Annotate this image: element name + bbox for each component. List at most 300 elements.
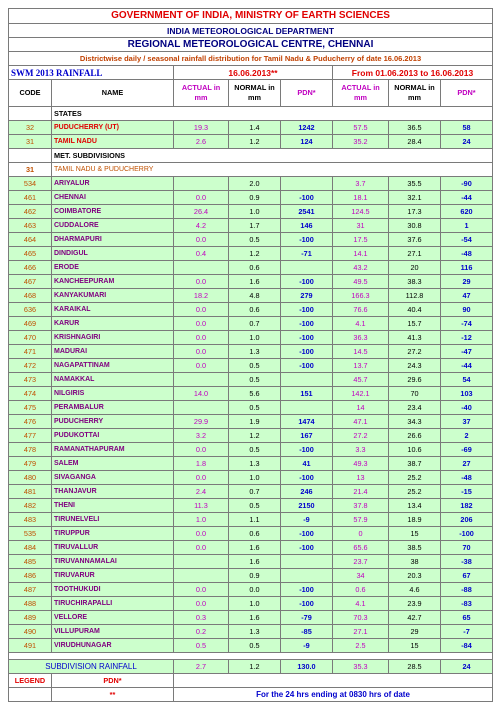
district-row (9, 555, 493, 569)
cell-daily-normal: 1.6 (229, 611, 281, 625)
cell-season-normal: 40.4 (389, 303, 441, 317)
cell-name: RAMANATHAPURAM (52, 443, 174, 457)
cell-daily-actual: 29.9 (174, 415, 229, 429)
cell-name: TIRUVALLUR (52, 541, 174, 555)
cell-season-normal: 25.2 (389, 471, 441, 485)
cell-season-actual: 23.7 (333, 555, 389, 569)
cell-daily-normal: 0.9 (229, 569, 281, 583)
district-row (9, 317, 493, 331)
cell-daily-pdn: -100 (281, 597, 333, 611)
cell-daily-actual: 0.5 (174, 639, 229, 653)
cell-name: DINDIGUL (52, 247, 174, 261)
legend-blank (9, 688, 52, 702)
district-row (9, 415, 493, 429)
cell-season-normal: 37.6 (389, 233, 441, 247)
cell-daily-normal: 1.6 (229, 541, 281, 555)
spacer (9, 149, 52, 163)
cell-code: 535 (9, 527, 52, 541)
cell-season-pdn: -74 (441, 317, 493, 331)
cell-daily-actual: 0.2 (174, 625, 229, 639)
cell-season-actual: 36.3 (333, 331, 389, 345)
total-season-pdn: 24 (441, 660, 493, 674)
cell-daily-actual: 14.0 (174, 387, 229, 401)
cell-daily-actual: 0.0 (174, 597, 229, 611)
cell-daily-pdn: -100 (281, 527, 333, 541)
cell-season-actual: 17.5 (333, 233, 389, 247)
section-met-subdivisions: MET. SUBDIVISIONS (52, 149, 493, 163)
cell-name: TIRUCHIRAPALLI (52, 597, 174, 611)
subdivision-total-row (9, 660, 493, 674)
cell-season-pdn: 620 (441, 205, 493, 219)
cell-daily-actual: 0.0 (174, 191, 229, 205)
cell-daily-pdn: 124 (281, 135, 333, 149)
cell-code: 469 (9, 317, 52, 331)
spacer-row (9, 653, 493, 660)
cell-season-actual: 57.9 (333, 513, 389, 527)
cell-season-pdn: -54 (441, 233, 493, 247)
cell-daily-pdn: 1242 (281, 121, 333, 135)
cell-season-pdn: -84 (441, 639, 493, 653)
cell-daily-actual: 0.0 (174, 583, 229, 597)
cell-code: 475 (9, 401, 52, 415)
cell-daily-actual: 0.4 (174, 247, 229, 261)
cell-season-normal: 23.4 (389, 401, 441, 415)
cell-name: DHARMAPURI (52, 233, 174, 247)
cell-daily-pdn: -79 (281, 611, 333, 625)
rainfall-table (8, 8, 493, 702)
cell-season-actual: 34 (333, 569, 389, 583)
cell-daily-normal: 0.6 (229, 261, 281, 275)
district-row (9, 345, 493, 359)
cell-season-actual: 13.7 (333, 359, 389, 373)
column-header-row (9, 80, 493, 107)
cell-season-pdn: 90 (441, 303, 493, 317)
cell-daily-pdn (281, 569, 333, 583)
cell-season-normal: 112.8 (389, 289, 441, 303)
cell-season-normal: 38.5 (389, 541, 441, 555)
cell-daily-actual: 4.2 (174, 219, 229, 233)
legend-note: For the 24 hrs ending at 0830 hrs of date (174, 688, 493, 702)
cell-daily-pdn: -100 (281, 583, 333, 597)
cell-season-normal: 4.6 (389, 583, 441, 597)
cell-season-normal: 23.9 (389, 597, 441, 611)
district-row (9, 499, 493, 513)
cell-season-pdn: 70 (441, 541, 493, 555)
district-row (9, 387, 493, 401)
total-daily-normal: 1.2 (229, 660, 281, 674)
cell-name: SALEM (52, 457, 174, 471)
cell-daily-pdn (281, 401, 333, 415)
cell-code: 481 (9, 485, 52, 499)
cell-season-normal: 25.2 (389, 485, 441, 499)
cell-daily-pdn: -100 (281, 233, 333, 247)
cell-code: 534 (9, 177, 52, 191)
cell-season-pdn: 182 (441, 499, 493, 513)
cell-daily-pdn: -100 (281, 331, 333, 345)
cell-daily-pdn: 246 (281, 485, 333, 499)
district-row (9, 457, 493, 471)
cell-code: 480 (9, 471, 52, 485)
col-season-pdn: PDN* (441, 80, 493, 107)
cell-season-pdn: -44 (441, 359, 493, 373)
cell-name: TIRUVARUR (52, 569, 174, 583)
district-row (9, 611, 493, 625)
cell-daily-actual: 0.0 (174, 275, 229, 289)
cell-season-actual: 27.2 (333, 429, 389, 443)
cell-season-normal: 15 (389, 639, 441, 653)
col-daily-pdn: PDN* (281, 80, 333, 107)
cell-season-pdn: 67 (441, 569, 493, 583)
cell-daily-pdn (281, 373, 333, 387)
section-states: STATES (52, 107, 493, 121)
cell-season-normal: 27.1 (389, 247, 441, 261)
cell-season-normal: 36.5 (389, 121, 441, 135)
cell-daily-normal: 2.0 (229, 177, 281, 191)
cell-code: 464 (9, 233, 52, 247)
cell-name: MADURAI (52, 345, 174, 359)
cell-code: 472 (9, 359, 52, 373)
cell-season-pdn: -15 (441, 485, 493, 499)
cell-season-actual: 4.1 (333, 317, 389, 331)
district-row (9, 373, 493, 387)
cell-daily-pdn: -71 (281, 247, 333, 261)
cell-season-actual: 14.5 (333, 345, 389, 359)
district-row (9, 625, 493, 639)
cell-season-actual: 49.3 (333, 457, 389, 471)
cell-season-actual: 21.4 (333, 485, 389, 499)
cell-daily-normal: 1.4 (229, 121, 281, 135)
cell-code: 467 (9, 275, 52, 289)
centre-name: REGIONAL METEOROLOGICAL CENTRE, CHENNAI (9, 38, 493, 52)
cell-name: ARIYALUR (52, 177, 174, 191)
total-daily-actual: 2.7 (174, 660, 229, 674)
cell-daily-actual: 0.0 (174, 233, 229, 247)
state-row (9, 135, 493, 149)
cell-name: KARUR (52, 317, 174, 331)
cell-daily-normal: 1.6 (229, 555, 281, 569)
cell-season-pdn: 1 (441, 219, 493, 233)
state-row (9, 121, 493, 135)
cell-code: 487 (9, 583, 52, 597)
cell-season-pdn: -90 (441, 177, 493, 191)
total-season-actual: 35.3 (333, 660, 389, 674)
cell-daily-pdn: -100 (281, 541, 333, 555)
cell-season-actual: 14 (333, 401, 389, 415)
report-title: GOVERNMENT OF INDIA, MINISTRY OF EARTH SCIENCES (9, 9, 493, 24)
cell-season-actual: 37.8 (333, 499, 389, 513)
cell-name: PUDUCHERRY (52, 415, 174, 429)
cell-code: 489 (9, 611, 52, 625)
cell-season-actual: 57.5 (333, 121, 389, 135)
district-row (9, 541, 493, 555)
cell-daily-normal: 1.2 (229, 135, 281, 149)
cell-season-actual: 166.3 (333, 289, 389, 303)
district-row (9, 233, 493, 247)
cell-code: 473 (9, 373, 52, 387)
cell-season-pdn: -40 (441, 401, 493, 415)
district-row (9, 513, 493, 527)
cell-daily-actual: 26.4 (174, 205, 229, 219)
district-row (9, 261, 493, 275)
cell-name: KANYAKUMARI (52, 289, 174, 303)
district-row (9, 331, 493, 345)
cell-season-actual: 31 (333, 219, 389, 233)
cell-daily-actual: 0.0 (174, 303, 229, 317)
cell-daily-normal: 0.5 (229, 499, 281, 513)
cell-season-normal: 24.3 (389, 359, 441, 373)
cell-name: TIRUVANNAMALAI (52, 555, 174, 569)
cell-season-normal: 29.6 (389, 373, 441, 387)
rainfall-report (8, 8, 492, 702)
cell-season-actual: 2.5 (333, 639, 389, 653)
cell-daily-actual: 0.0 (174, 443, 229, 457)
cell-daily-normal: 1.0 (229, 331, 281, 345)
cell-daily-pdn: -85 (281, 625, 333, 639)
cell-season-pdn: -83 (441, 597, 493, 611)
cell-daily-normal: 5.6 (229, 387, 281, 401)
col-daily-normal: NORMAL in mm (229, 80, 281, 107)
cell-code: 471 (9, 345, 52, 359)
cell-season-pdn: 2 (441, 429, 493, 443)
cell-daily-actual: 2.4 (174, 485, 229, 499)
cell-daily-actual: 0.3 (174, 611, 229, 625)
cell-code: 474 (9, 387, 52, 401)
cell-daily-normal: 1.2 (229, 429, 281, 443)
cell-name: VELLORE (52, 611, 174, 625)
cell-daily-pdn: -100 (281, 471, 333, 485)
cell-code: 31 (9, 135, 52, 149)
cell-code: 462 (9, 205, 52, 219)
cell-name: NAMAKKAL (52, 373, 174, 387)
cell-season-pdn: -38 (441, 555, 493, 569)
cell-season-actual: 49.5 (333, 275, 389, 289)
cell-name: KANCHEEPURAM (52, 275, 174, 289)
cell-season-normal: 15.7 (389, 317, 441, 331)
cell-code: 32 (9, 121, 52, 135)
cell-season-actual: 3.3 (333, 443, 389, 457)
cell-daily-normal: 0.6 (229, 527, 281, 541)
col-daily-actual: ACTUAL in mm (174, 80, 229, 107)
cell-name: THENI (52, 499, 174, 513)
cell-season-normal: 41.3 (389, 331, 441, 345)
cell-code: 483 (9, 513, 52, 527)
total-season-normal: 28.5 (389, 660, 441, 674)
cell-season-pdn: 37 (441, 415, 493, 429)
cell-season-pdn: 47 (441, 289, 493, 303)
cell-daily-pdn: 279 (281, 289, 333, 303)
cell-daily-normal: 1.7 (229, 219, 281, 233)
cell-season-pdn: 116 (441, 261, 493, 275)
report-subtitle: Districtwise daily / seasonal rainfall distribution for Tamil Nadu & Puducherry of date 16.06.2013 (9, 52, 493, 66)
cell-daily-normal: 0.5 (229, 373, 281, 387)
col-season-normal: NORMAL in mm (389, 80, 441, 107)
cell-daily-pdn: -100 (281, 359, 333, 373)
legend-blank (174, 674, 493, 688)
cell-daily-actual: 11.3 (174, 499, 229, 513)
cell-daily-actual: 3.2 (174, 429, 229, 443)
cell-season-actual: 4.1 (333, 597, 389, 611)
cell-season-normal: 35.5 (389, 177, 441, 191)
cell-name: KRISHNAGIRI (52, 331, 174, 345)
cell-season-normal: 18.9 (389, 513, 441, 527)
cell-code: 478 (9, 443, 52, 457)
district-row (9, 191, 493, 205)
cell-code: 465 (9, 247, 52, 261)
cell-season-normal: 27.2 (389, 345, 441, 359)
cell-daily-actual: 0.0 (174, 345, 229, 359)
cell-daily-actual (174, 555, 229, 569)
col-name: NAME (52, 80, 174, 107)
cell-season-normal: 70 (389, 387, 441, 401)
cell-season-actual: 142.1 (333, 387, 389, 401)
cell-daily-normal: 0.5 (229, 443, 281, 457)
cell-daily-actual: 2.6 (174, 135, 229, 149)
cell-season-actual: 47.1 (333, 415, 389, 429)
cell-season-actual: 14.1 (333, 247, 389, 261)
cell-name: ERODE (52, 261, 174, 275)
cell-daily-actual: 19.3 (174, 121, 229, 135)
cell-season-normal: 17.3 (389, 205, 441, 219)
subdivision-code: 31 (9, 163, 52, 177)
cell-name: TIRUPPUR (52, 527, 174, 541)
cell-season-pdn: 206 (441, 513, 493, 527)
cell-season-normal: 38.7 (389, 457, 441, 471)
cell-name: NAGAPATTINAM (52, 359, 174, 373)
cell-season-normal: 20 (389, 261, 441, 275)
cell-daily-normal: 1.6 (229, 275, 281, 289)
cell-season-actual: 124.5 (333, 205, 389, 219)
district-row (9, 639, 493, 653)
cell-season-pdn: -47 (441, 345, 493, 359)
cell-season-actual: 45.7 (333, 373, 389, 387)
cell-daily-pdn: -9 (281, 639, 333, 653)
cell-name: COIMBATORE (52, 205, 174, 219)
cell-daily-normal: 1.9 (229, 415, 281, 429)
cell-code: 476 (9, 415, 52, 429)
cell-daily-normal: 4.8 (229, 289, 281, 303)
cell-season-normal: 32.1 (389, 191, 441, 205)
cell-daily-actual: 1.8 (174, 457, 229, 471)
cell-season-pdn: -44 (441, 191, 493, 205)
cell-name: SIVAGANGA (52, 471, 174, 485)
cell-daily-actual: 0.0 (174, 317, 229, 331)
cell-daily-pdn: 2541 (281, 205, 333, 219)
cell-name: CHENNAI (52, 191, 174, 205)
cell-name: PUDUKOTTAI (52, 429, 174, 443)
cell-season-normal: 20.3 (389, 569, 441, 583)
cell-name: NILGIRIS (52, 387, 174, 401)
cell-name: CUDDALORE (52, 219, 174, 233)
cell-season-actual: 43.2 (333, 261, 389, 275)
district-row (9, 471, 493, 485)
cell-daily-actual: 0.0 (174, 527, 229, 541)
cell-code: 479 (9, 457, 52, 471)
cell-daily-pdn: -100 (281, 191, 333, 205)
cell-season-actual: 65.6 (333, 541, 389, 555)
district-row (9, 219, 493, 233)
legend-stars: ** (52, 688, 174, 702)
cell-season-normal: 15 (389, 527, 441, 541)
district-row (9, 429, 493, 443)
cell-name: TOOTHUKUDI (52, 583, 174, 597)
district-row (9, 485, 493, 499)
cell-daily-pdn: 2150 (281, 499, 333, 513)
district-row (9, 247, 493, 261)
district-row (9, 583, 493, 597)
cell-daily-normal: 1.2 (229, 247, 281, 261)
cell-season-actual: 0.6 (333, 583, 389, 597)
cell-daily-pdn: 1474 (281, 415, 333, 429)
cell-daily-actual: 18.2 (174, 289, 229, 303)
cell-season-normal: 29 (389, 625, 441, 639)
cell-season-pdn: -88 (441, 583, 493, 597)
cell-daily-normal: 1.0 (229, 205, 281, 219)
swm-label: SWM 2013 RAINFALL (9, 66, 174, 80)
cell-code: 470 (9, 331, 52, 345)
cell-season-normal: 10.6 (389, 443, 441, 457)
cell-season-normal: 26.6 (389, 429, 441, 443)
cell-daily-normal: 0.0 (229, 583, 281, 597)
cell-season-actual: 13 (333, 471, 389, 485)
cell-daily-actual (174, 177, 229, 191)
cell-daily-actual (174, 569, 229, 583)
cell-daily-pdn (281, 555, 333, 569)
district-row (9, 359, 493, 373)
cell-season-normal: 42.7 (389, 611, 441, 625)
legend-label: LEGEND (9, 674, 52, 688)
cell-daily-normal: 0.9 (229, 191, 281, 205)
cell-season-pdn: -7 (441, 625, 493, 639)
cell-season-pdn: -48 (441, 247, 493, 261)
cell-name: TAMIL NADU (52, 135, 174, 149)
cell-daily-normal: 1.3 (229, 457, 281, 471)
cell-daily-normal: 1.3 (229, 625, 281, 639)
legend-pdn: PDN* (52, 674, 174, 688)
total-label: SUBDIVISION RAINFALL (9, 660, 174, 674)
cell-daily-pdn: -100 (281, 317, 333, 331)
cell-daily-actual: 0.0 (174, 471, 229, 485)
cell-code: 468 (9, 289, 52, 303)
cell-daily-pdn: 41 (281, 457, 333, 471)
cell-season-normal: 34.3 (389, 415, 441, 429)
cell-daily-normal: 1.0 (229, 471, 281, 485)
cell-name: PERAMBALUR (52, 401, 174, 415)
cell-daily-pdn (281, 177, 333, 191)
cell-season-pdn: 65 (441, 611, 493, 625)
cell-name: VILLUPURAM (52, 625, 174, 639)
cell-code: 636 (9, 303, 52, 317)
district-row (9, 597, 493, 611)
district-row (9, 177, 493, 191)
cell-daily-pdn (281, 261, 333, 275)
cell-code: 491 (9, 639, 52, 653)
cell-name: PUDUCHERRY (UT) (52, 121, 174, 135)
cell-season-actual: 70.3 (333, 611, 389, 625)
district-row (9, 569, 493, 583)
district-row (9, 289, 493, 303)
cell-season-pdn: 24 (441, 135, 493, 149)
district-row (9, 205, 493, 219)
cell-season-pdn: 54 (441, 373, 493, 387)
cell-season-pdn: 27 (441, 457, 493, 471)
cell-daily-normal: 1.3 (229, 345, 281, 359)
cell-daily-pdn: -100 (281, 443, 333, 457)
cell-daily-actual: 0.0 (174, 359, 229, 373)
cell-season-actual: 3.7 (333, 177, 389, 191)
cell-season-normal: 13.4 (389, 499, 441, 513)
cell-season-normal: 38 (389, 555, 441, 569)
cell-season-actual: 76.6 (333, 303, 389, 317)
